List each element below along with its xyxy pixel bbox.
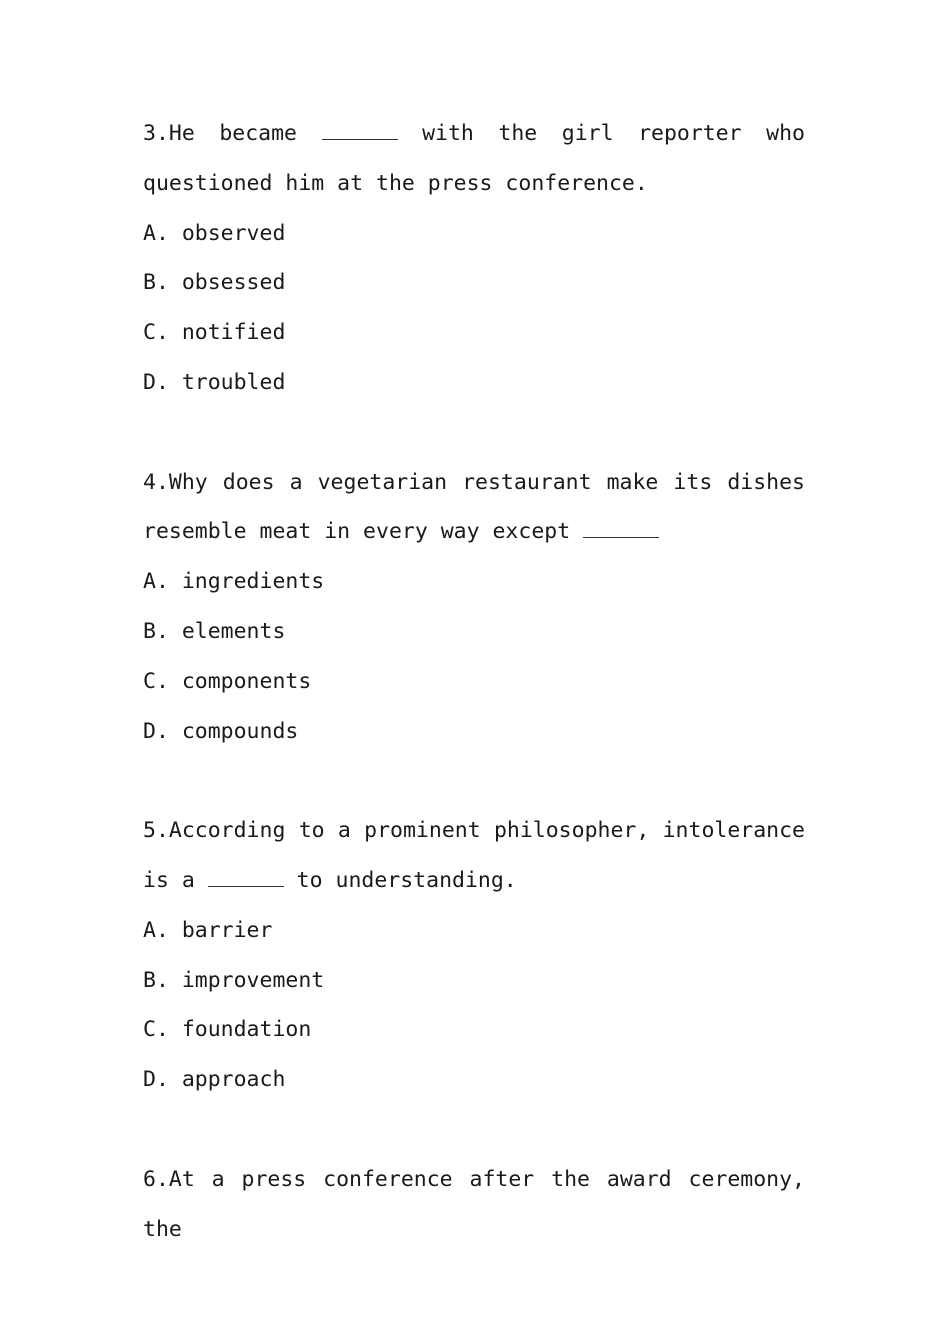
option-b: B. improvement	[143, 967, 325, 993]
question-5	[143, 806, 805, 1105]
option-d: D. approach	[143, 1067, 286, 1093]
spacer	[143, 1105, 805, 1155]
question-stem	[143, 1155, 805, 1255]
question-3	[143, 109, 805, 408]
stem-text-after: to understanding.	[283, 867, 517, 893]
question-stem	[143, 806, 805, 906]
answer-blank	[208, 866, 284, 887]
question-stem	[143, 109, 805, 209]
document-page	[143, 109, 805, 1254]
option-c: C. components	[143, 668, 312, 694]
spacer	[143, 408, 805, 458]
question-4	[143, 458, 805, 757]
option-a: A. ingredients	[143, 569, 325, 595]
stem-text-after: with the girl reporter who questioned him at the press conference.	[143, 121, 805, 196]
option-d: D. compounds	[143, 718, 299, 744]
option-b: B. elements	[143, 618, 286, 644]
answer-blank	[322, 119, 398, 140]
option-c: C. notified	[143, 320, 286, 346]
stem-text-before: 4.Why does a vegetarian restaurant make its dishes resemble meat in every way except	[143, 469, 805, 545]
spacer	[143, 756, 805, 806]
stem-text-before: 6.At a press conference after the award ceremony, the	[143, 1166, 805, 1242]
option-d: D. troubled	[143, 369, 286, 395]
option-b: B. obsessed	[143, 270, 286, 296]
option-a: A. observed	[143, 220, 286, 246]
question-stem	[143, 458, 805, 558]
answer-blank	[583, 517, 659, 538]
option-c: C. foundation	[143, 1017, 312, 1043]
stem-text-before: 3.He became	[143, 121, 322, 146]
stem-text-before: 5.According to a prominent philosopher, intolerance is a	[143, 818, 805, 893]
option-a: A. barrier	[143, 917, 273, 943]
question-6	[143, 1155, 805, 1255]
